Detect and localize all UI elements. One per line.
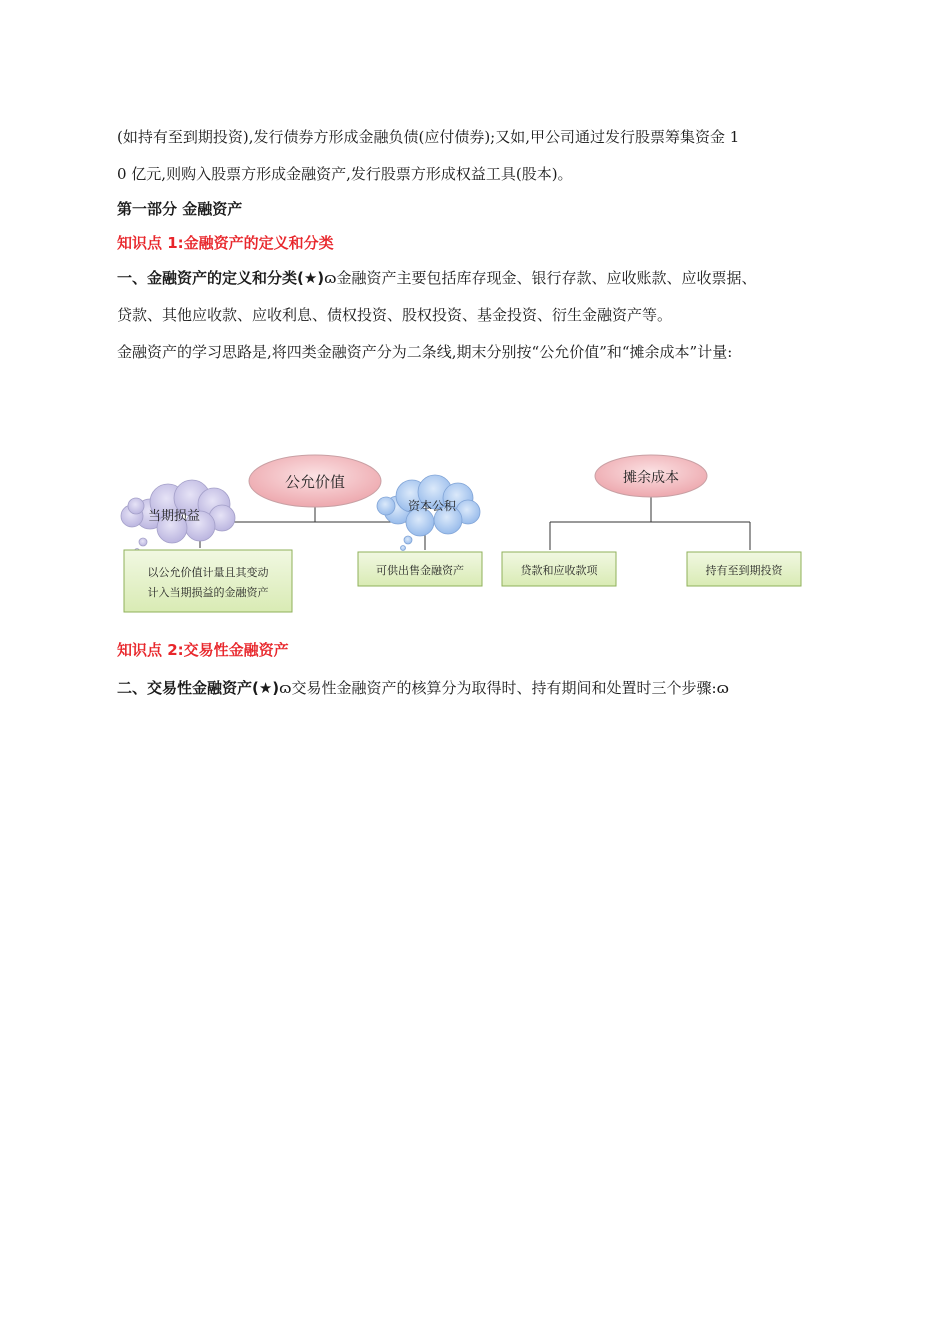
amortized-cost-label: 摊余成本 xyxy=(623,470,679,486)
paragraph-4: 金融资产的学习思路是,将四类金融资产分为二条线,期末分别按“公允价值”和“摊余成本”计量: xyxy=(117,343,733,361)
heading-1-line xyxy=(117,268,757,288)
fair-value-label: 公允价值 xyxy=(284,473,346,491)
current-pl-cloud xyxy=(121,480,235,554)
box-loans-receivables-label: 贷款和应收款项 xyxy=(520,564,598,577)
heading-1-text: 金融资产主要包括库存现金、银行存款、应收账款、应收票据、 xyxy=(336,269,757,287)
knowledge-point-2: 知识点 2:交易性金融资产 xyxy=(117,641,289,659)
knowledge-point-1: 知识点 1:金融资产的定义和分类 xyxy=(117,234,334,252)
paragraph-3: 贷款、其他应收款、应收利息、债权投资、股权投资、基金投资、衍生金融资产等。 xyxy=(117,306,673,324)
amortized-cost-oval xyxy=(595,455,707,497)
box-available-for-sale-label: 可供出售金融资产 xyxy=(376,564,464,577)
classification-diagram xyxy=(110,450,810,620)
box-available-for-sale xyxy=(358,552,482,586)
paragraph-1: (如持有至到期投资),发行债券方形成金融负债(应付债券);又如,甲公司通过发行股票筹集资金 1 xyxy=(117,128,740,146)
box-loans-receivables xyxy=(502,552,616,586)
capital-reserve-label: 资本公积 xyxy=(407,499,457,513)
heading-2-text: 交易性金融资产的核算分为取得时、持有期间和处置时三个步骤: xyxy=(291,679,717,697)
paragraph-mark-end: ɷ xyxy=(716,679,729,697)
heading-2: 二、交易性金融资产(★) xyxy=(117,679,280,697)
fair-value-oval xyxy=(249,455,381,507)
section-title: 第一部分 金融资产 xyxy=(117,200,243,218)
current-pl-label: 当期损益 xyxy=(147,509,201,524)
paragraph-mark: ɷ xyxy=(279,679,292,697)
capital-reserve-cloud xyxy=(377,475,480,551)
heading-2-line xyxy=(117,678,729,698)
box-trading-assets xyxy=(124,550,292,612)
box-trading-assets-line1: 以公允价值计量且其变动 xyxy=(147,566,269,579)
paragraph-mark: ɷ xyxy=(324,269,337,287)
box-held-to-maturity-label: 持有至到期投资 xyxy=(705,564,783,577)
heading-1: 一、金融资产的定义和分类(★) xyxy=(117,269,325,287)
box-held-to-maturity xyxy=(687,552,801,586)
box-trading-assets-line2: 计入当期损益的金融资产 xyxy=(147,586,269,599)
paragraph-2: 0 亿元,则购入股票方形成金融资产,发行股票方形成权益工具(股本)。 xyxy=(117,165,573,183)
